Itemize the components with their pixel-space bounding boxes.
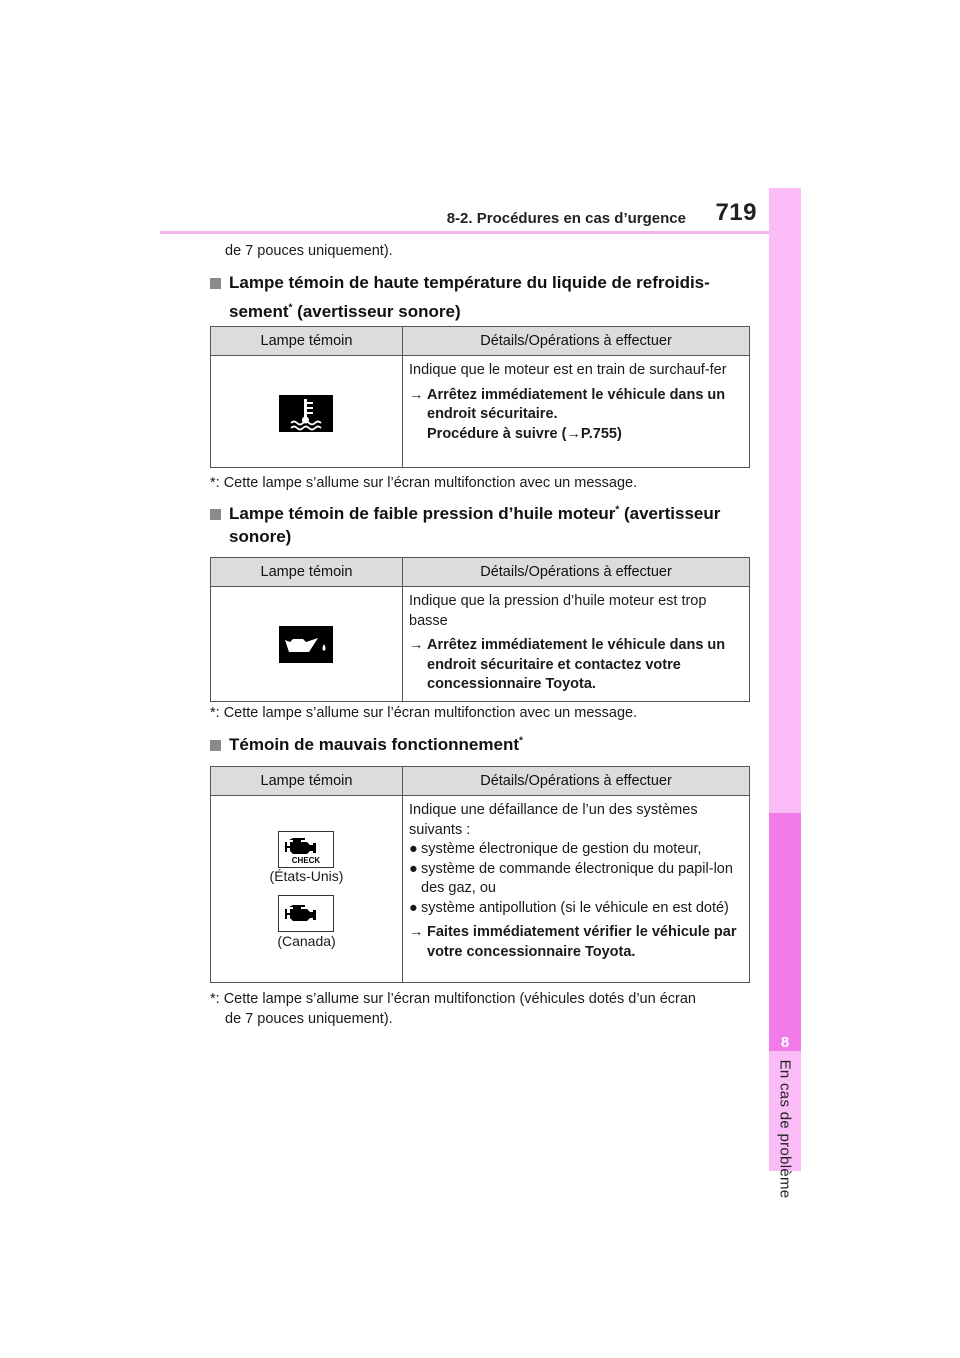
- arrow-icon: →: [409, 637, 424, 653]
- heading-text: (avertisseur sonore): [229, 504, 721, 546]
- asterisk: *: [615, 504, 620, 516]
- footnote: [210, 990, 770, 1029]
- engine-icon: [278, 895, 334, 932]
- footnote-line: *: Cette lampe s’allume sur l’écran multifonction (véhicules dotés d’un écran: [210, 991, 696, 1007]
- column-header-lamp: Lampe témoin: [211, 327, 403, 356]
- bullet-item: [409, 899, 743, 919]
- malfunction-warning-table: [210, 766, 750, 983]
- arrow-icon: →: [409, 386, 424, 403]
- bullet-text: système antipollution (si le véhicule en est doté): [421, 899, 729, 916]
- heading-square-icon: [210, 278, 221, 289]
- bullet-icon: ●: [409, 860, 418, 877]
- section-heading-oil-pressure: [210, 502, 750, 548]
- bullet-item: [409, 840, 743, 860]
- header-rule: [160, 231, 770, 234]
- details-text: Indique que la pression d’huile moteur est trop basse: [409, 593, 707, 629]
- oil-pressure-icon: [279, 626, 333, 663]
- bullet-text: système de commande électronique du papil-lon des gaz, ou: [421, 860, 733, 896]
- chapter-number: 8: [780, 1034, 790, 1051]
- footnote: *: Cette lampe s’allume sur l’écran multifonction avec un message.: [210, 705, 638, 721]
- caption-canada: (Canada): [277, 933, 336, 949]
- arrow-icon: →: [409, 924, 424, 940]
- icon-cell: [211, 796, 403, 983]
- column-header-details: Détails/Opérations à effectuer: [403, 558, 750, 587]
- heading-text: Témoin de mauvais fonctionnement: [229, 735, 519, 754]
- action-text: Arrêtez immédiatement le véhicule dans un endroit sécuritaire et contactez votre concessionnaire Toyota.: [427, 637, 726, 692]
- icon-cell: [211, 356, 403, 468]
- action-text: Arrêtez immédiatement le véhicule dans un endroit sécuritaire.: [427, 386, 726, 422]
- heading-square-icon: [210, 509, 221, 520]
- column-header-lamp: Lampe témoin: [211, 767, 403, 796]
- bullet-icon: ●: [409, 841, 418, 857]
- action-text: Procédure à suivre (→P.755): [427, 425, 622, 442]
- chapter-marker: [769, 813, 801, 1051]
- coolant-warning-table: [210, 326, 750, 468]
- bullet-item: [409, 860, 743, 899]
- page-header: [160, 196, 770, 234]
- bullet-icon: ●: [409, 899, 418, 916]
- footnote-line: de 7 pouces uniquement).: [225, 1010, 393, 1027]
- page-number: 719: [715, 199, 757, 226]
- chapter-title: En cas de problème: [776, 1059, 794, 1199]
- heading-text: Lampe témoin de haute température du liquide de refroidis-: [229, 273, 710, 292]
- section-heading-coolant: [210, 271, 750, 323]
- check-label: CHECK: [291, 856, 321, 865]
- check-engine-icon: [278, 831, 334, 868]
- heading-square-icon: [210, 740, 221, 751]
- column-header-lamp: Lampe témoin: [211, 558, 403, 587]
- intro-line: de 7 pouces uniquement).: [225, 243, 393, 259]
- section-title: 8-2. Procédures en cas d’urgence: [446, 210, 686, 227]
- section-heading-malfunction: [210, 733, 750, 756]
- caption-us: (États-Unis): [269, 868, 344, 884]
- coolant-temperature-icon: [279, 395, 333, 432]
- column-header-details: Détails/Opérations à effectuer: [403, 327, 750, 356]
- heading-text: (avertisseur sonore): [292, 302, 461, 321]
- chapter-side-tab: [769, 188, 801, 1199]
- column-header-details: Détails/Opérations à effectuer: [403, 767, 750, 796]
- asterisk: *: [519, 735, 523, 747]
- details-text: Indique que le moteur est en train de surchauf-fer: [409, 362, 727, 378]
- icon-cell: [211, 587, 403, 702]
- oil-pressure-warning-table: [210, 557, 750, 702]
- footnote: *: Cette lampe s’allume sur l’écran multifonction avec un message.: [210, 475, 638, 491]
- heading-text: Lampe témoin de faible pression d’huile moteur: [229, 504, 616, 523]
- action-text: Faites immédiatement vérifier le véhicule par votre concessionnaire Toyota.: [427, 924, 737, 960]
- details-text: Indique une défaillance de l’un des systèmes suivants :: [409, 802, 698, 838]
- heading-text: sement: [229, 302, 289, 321]
- asterisk: *: [288, 302, 293, 314]
- bullet-text: système électronique de gestion du moteur,: [421, 841, 702, 857]
